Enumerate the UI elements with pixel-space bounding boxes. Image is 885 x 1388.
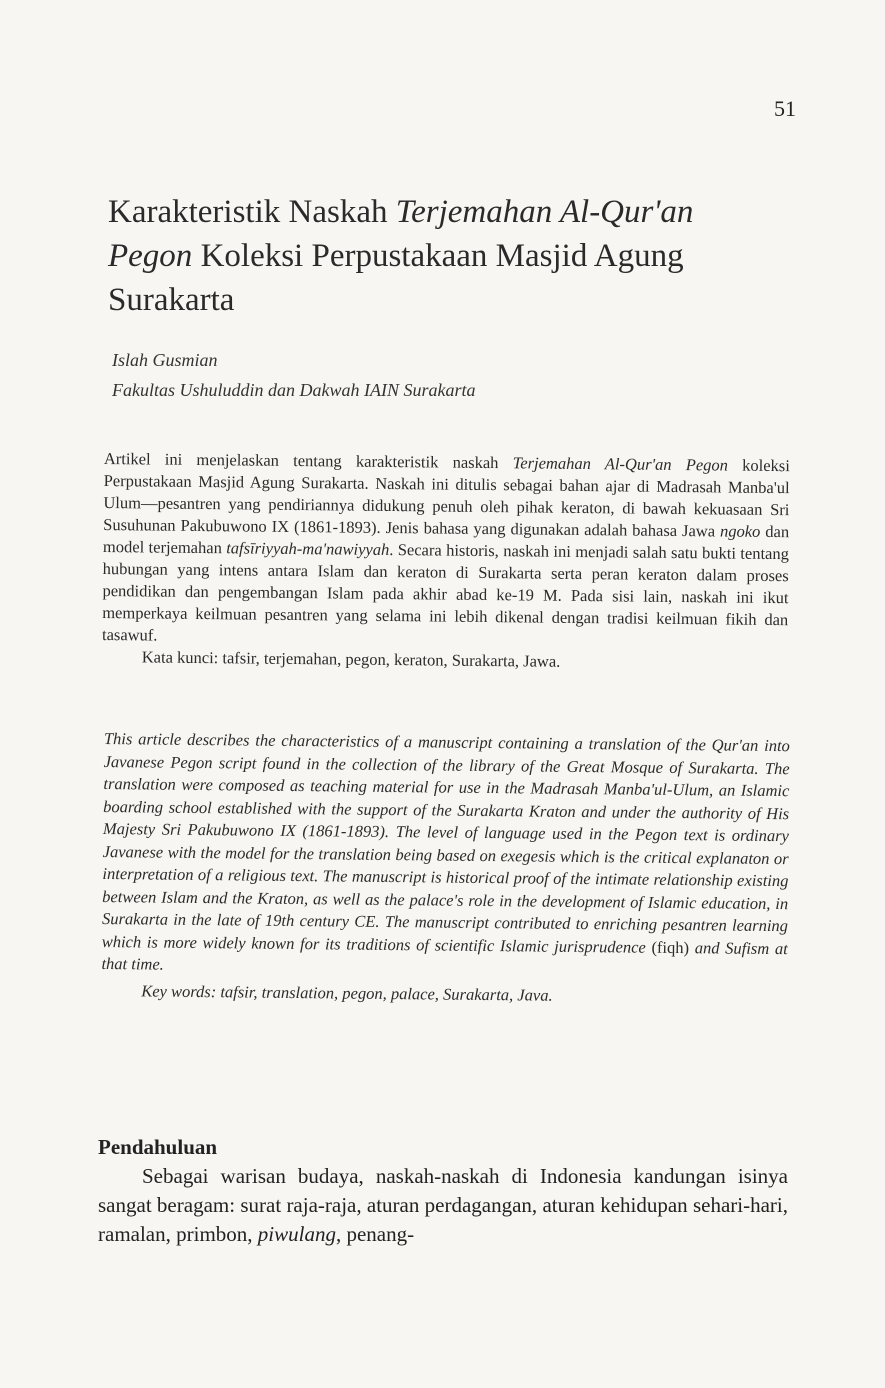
- abstract-id-italic-2: ngoko: [719, 521, 761, 541]
- title-text-rest: Koleksi Perpustakaan Masjid Agung Surakarta: [108, 238, 684, 318]
- page-number: 51: [774, 96, 796, 121]
- article-title: [108, 190, 748, 322]
- title-italic-pegon: Pegon: [108, 238, 193, 274]
- body-text: [98, 1162, 788, 1249]
- abstract-indonesian: [102, 448, 790, 675]
- keywords-indonesian: Kata kunci: tafsir, terjemahan, pegon, keraton, Surakarta, Jawa.: [141, 647, 561, 671]
- abstract-id-text-2: koleksi Perpustakaan Masjid Agung Surakarta. Naskah ini ditulis sebagai bahan ajar di Madrasah Manba'ul Ulum—pesantren yang pendiriannya didukung penuh oleh pihak keraton, di bawah kekuasaan Sri Susuhunan Pakubuwono IX (1861-1893). Jenis bahasa yang digunakan adalah bahasa Jawa: [103, 455, 790, 541]
- abstract-english: [101, 728, 790, 1009]
- abstract-id-italic-3: tafsīriyyah-ma'nawiyyah: [226, 538, 390, 559]
- body-italic-1: piwulang: [257, 1222, 336, 1246]
- abstract-id-text-3: dan model terjemahan: [102, 521, 790, 558]
- abstract-id-italic-1: Terjemahan Al-Qur'an Pegon: [512, 453, 729, 475]
- abstract-id-text-4: . Secara historis, naskah ini menjadi salah satu bukti tentang hubungan yang intens antara Islam dan keraton di Surakarta serta peran keraton dalam proses pendidikan dan pengembangan Islam pada akhir abad ke-19 M. Pada sisi lain, naskah ini ikut memperkaya keilmuan pesantren yang selama ini lebih dikenal dengan tradisi keilmuan fikih dan tasawuf.: [101, 539, 790, 645]
- abstract-en-paragraph: [101, 728, 790, 983]
- body-text-2: , penang-: [335, 1222, 415, 1246]
- abstract-id-paragraph: [102, 448, 790, 653]
- abstract-en-text-1: This article describes the characteristics of a manuscript containing a translation of the Qur'an into Javanese Pegon script found in the collection of the library of the Great Mosque of Surakarta. The translation were composed as teaching material for use in the Madrasah Manba'ul-Ulum, an Islamic boarding school established with the support of the Surakarta Kraton and under the authority of His Majesty Sri Pakubuwono IX (1861-1893). The level of language used in the Pegon text is ordinary Javanese with the model for the translation being based on exegesis which is the critical explanaton or interpretation of a religious text. The manuscript is historical proof of the intimate relationship existing between Islam and the Kraton, as well as the palace's role in the development of Islamic education, in Surakarta in the late of 19th century CE. The manuscript contributed to enriching pesantren learning which is more widely known for its traditions of scientific Islamic jurisprudence: [101, 728, 790, 957]
- abstract-en-text-2: and Sufism at that time.: [101, 937, 788, 974]
- keywords-english: Key words: tafsir, translation, pegon, palace, Surakarta, Java.: [141, 980, 553, 1005]
- section-heading: Pendahuluan: [98, 1135, 218, 1159]
- body-paragraph: [98, 1162, 788, 1249]
- title-italic-translation: Terjemahan Al-Qur'an: [395, 194, 694, 230]
- author-name: Islah Gusmian: [112, 350, 218, 370]
- abstract-en-upright: (fiqh): [651, 937, 690, 957]
- title-text: Karakteristik Naskah: [108, 194, 396, 230]
- author-block: [112, 345, 712, 405]
- body-text-1: Sebagai warisan budaya, naskah-naskah di Indonesia kandungan isinya sangat beragam: surat raja-raja, aturan perdagangan, aturan kehidupan sehari-hari, ramalan, primbon,: [98, 1164, 788, 1246]
- abstract-id-text-1: Artikel ini menjelaskan tentang karakteristik naskah: [103, 448, 513, 473]
- author-affiliation: Fakultas Ushuluddin dan Dakwah IAIN Surakarta: [112, 380, 476, 400]
